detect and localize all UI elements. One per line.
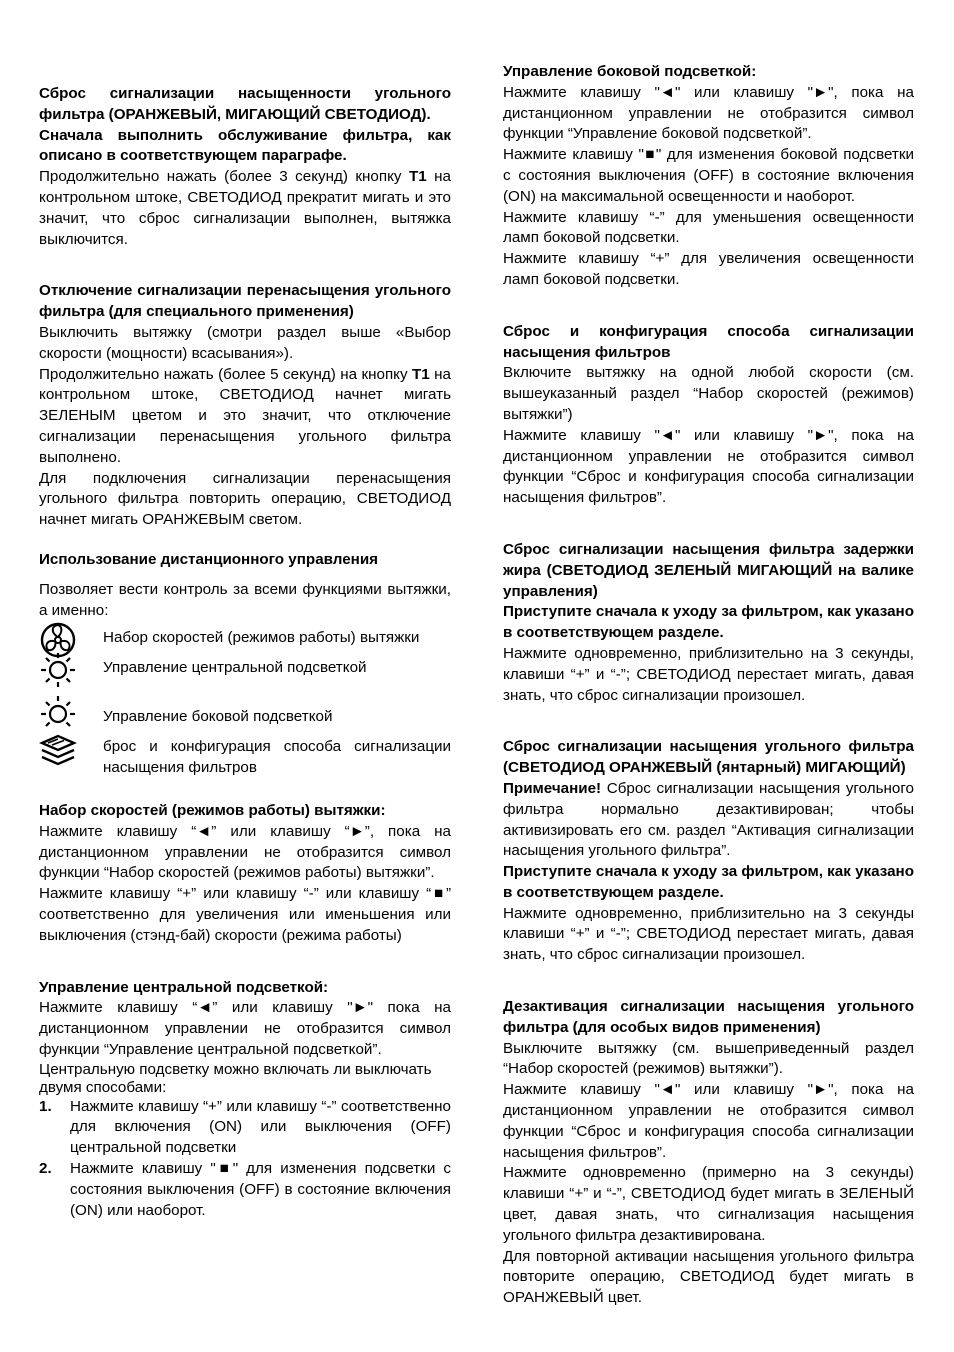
paragraph: Нажмите клавишу "◄" или клавишу "►", пока на дистанционном управлении не отобразится символ функции “Сброс и конфигурация способа сигнализации насыщения фильтров”. — [503, 426, 914, 507]
section-title-grease-filter-reset: Сброс сигнализации насыщения фильтра задержки жира (СВЕТОДИОД ЗЕЛЕНЫЙ МИГАЮЩИЙ на валике управления) — [503, 540, 914, 600]
numbered-item — [39, 1159, 451, 1221]
note-paragraph: Примечание! Сброс сигнализации насыщения угольного фильтра нормально дезактивирован; чтобы активизировать его см. раздел “Активация сигнализации насыщения угольного фильтра”. — [503, 779, 914, 860]
paragraph: Выключить вытяжку (смотри раздел выше «Выбор скорости (мощности) всасывания»). — [39, 323, 451, 362]
paragraph: Нажмите клавишу “◄” или клавишу "►" пока на дистанционном управлении не отобразится символ функции “Управление центральной подсветкой”. — [39, 999, 451, 1058]
paragraph: Нажмите клавишу “◄” или клавишу “►”, пока на дистанционном управлении не отобразится символ функции “Набор скоростей (режимов работы) вытяжки”. — [39, 822, 451, 882]
paragraph: Продолжительно нажать (более 5 секунд) на кнопку T1 на контрольном штоке, СВЕТОДИОД начнет мигать ЗЕЛЕНЫМ цветом и это значит, что отключение сигнализации перенасыщения угольного фильтра выполнено. — [39, 365, 451, 466]
paragraph: Нажмите клавишу “-” для уменьшения освещенности ламп боковой подсветки. — [503, 208, 914, 247]
right-column — [503, 62, 914, 1309]
section-title-speeds: Набор скоростей (режимов работы) вытяжки: — [39, 801, 386, 819]
section-title-disable-alarm: Отключение сигнализации перенасыщения угольного фильтра (для специального применения) — [39, 282, 451, 321]
section-title-deactivate-alarm: Дезактивация сигнализации насыщения угольного фильтра (для особых видов применения) — [503, 998, 914, 1036]
paragraph: Нажмите клавишу "◄" или клавишу "►", пока на дистанционном управлении не отобразится символ функции “Сброс и конфигурация способа сигнализации насыщения фильтров”. — [503, 1081, 914, 1161]
section-subtitle: Сначала выполнить обслуживание фильтра, как описано в соответствующем параграфе. — [39, 126, 451, 165]
item-number: 2. — [39, 1160, 52, 1178]
paragraph: Нажмите одновременно (примерно на 3 секунды) клавиши “+” и “-”, СВЕТОДИОД будет мигать в ЗЕЛЕНЫЙ цвет, давая знать, что сигнализация насыщения угольного фильтра дезактивирована. — [503, 1164, 914, 1244]
paragraph: Центральную подсветку можно включать ли выключать двумя способами: — [39, 1060, 432, 1096]
section-subtitle: Приступите сначала к уходу за фильтром, как указано в соответствующем разделе. — [503, 863, 914, 901]
paragraph: Позволяет вести контроль за всеми функциями вытяжки, а именно: — [39, 580, 451, 619]
paragraph: Выключите вытяжку (см. вышеприведенный раздел “Набор скоростей (режимов) вытяжки”). — [503, 1039, 914, 1078]
paragraph: Нажмите одновременно, приблизительно на 3 секунды клавиши “+” и “-”; СВЕТОДИОД перестает мигать, давая знать, что сброс сигнализации произошел. — [503, 904, 914, 964]
paragraph: Нажмите клавишу "◄" или клавишу "►", пока на дистанционном управлении не отобразится символ функции “Управление боковой подсветкой”. — [503, 83, 914, 143]
filter-layers-icon — [39, 733, 77, 771]
icon-item-label: Управление центральной подсветкой — [103, 659, 367, 677]
numbered-item — [39, 1097, 451, 1159]
item-text: Нажмите клавишу “+” или клавишу “-” соответственно для включения (ON) или выключения (OFF) центральной подсветки — [70, 1097, 451, 1157]
paragraph: Нажмите клавишу “+” или клавишу “-” или клавишу “■” соответственно для увеличения или именьшения или выключения (стэнд-бай) скорости (режима работы) — [39, 885, 451, 944]
icon-list-item — [39, 693, 451, 731]
left-column — [39, 62, 451, 1221]
item-number: 1. — [39, 1097, 52, 1115]
icon-item-label: брос и конфигурация способа сигнализации насыщения фильтров — [103, 738, 451, 777]
section-subtitle: Приступите сначала к уходу за фильтром, как указано в соответствующем разделе. — [503, 603, 914, 642]
icon-item-label: Набор скоростей (режимов работы) вытяжки — [103, 629, 420, 647]
section-title-remote: Использование дистанционного управления — [39, 550, 379, 568]
section-title-charcoal-filter-reset: Сброс сигнализации насыщения угольного фильтра (СВЕТОДИОД ОРАНЖЕВЫЙ (янтарный) МИГАЮЩИЙ) — [503, 738, 914, 777]
note-label: Примечание! — [503, 779, 602, 797]
section-title-charcoal-reset: Сброс сигнализации насыщенности угольного фильтра (ОРАНЖЕВЫЙ, МИГАЮЩИЙ СВЕТОДИОД). — [39, 85, 451, 123]
icon-item-label: Управление боковой подсветкой — [103, 708, 333, 726]
paragraph: Для подключения сигнализации перенасыщения угольного фильтра повторить операцию, СВЕТОДИОД начнет мигать ОРАНЖЕВЫМ светом. — [39, 469, 451, 529]
section-title-reset-config: Сброс и конфигурация способа сигнализации насыщения фильтров — [503, 322, 914, 361]
paragraph: Нажмите клавишу "■" для изменения боковой подсветки с состояния выключения (OFF) в состояние включения (ON) на максимальной освещенности и наоборот. — [503, 146, 914, 205]
side-light-icon — [39, 693, 77, 731]
key-label: T1 — [408, 168, 427, 186]
section-title-side-light: Управление боковой подсветкой: — [503, 63, 757, 80]
key-label: T1 — [412, 365, 430, 383]
paragraph: Для повторной активации насыщения угольного фильтра повторите операцию, СВЕТОДИОД будет мигать в ОРАНЖЕВЫЙ цвет. — [503, 1247, 914, 1307]
central-light-icon — [39, 651, 77, 689]
item-text: Нажмите клавишу "■" для изменения подсветки с состояния выключения (OFF) в состояние включения (ON) или наоборот. — [70, 1160, 451, 1219]
paragraph: Нажмите одновременно, приблизительно на 3 секунды, клавиши “+” и “-”; СВЕТОДИОД перестает мигать, давая знать, что сброс сигнализации произошел. — [503, 644, 914, 704]
icon-list-item — [39, 733, 451, 779]
paragraph: Включите вытяжку на одной любой скорости (см. вышеуказанный раздел “Набор скоростей (режимов) вытяжки”) — [503, 364, 914, 423]
icon-list-item — [39, 651, 451, 689]
paragraph: Продолжительно нажать (более 3 секунд) кнопку T1 на контрольном штоке, СВЕТОДИОД прекратит мигать и это значит, что сброс сигнализации выполнен, вытяжка выключится. — [39, 168, 451, 248]
paragraph: Нажмите клавишу “+” для увеличения освещенности ламп боковой подсветки. — [503, 250, 914, 288]
section-title-central-light: Управление центральной подсветкой: — [39, 978, 329, 996]
